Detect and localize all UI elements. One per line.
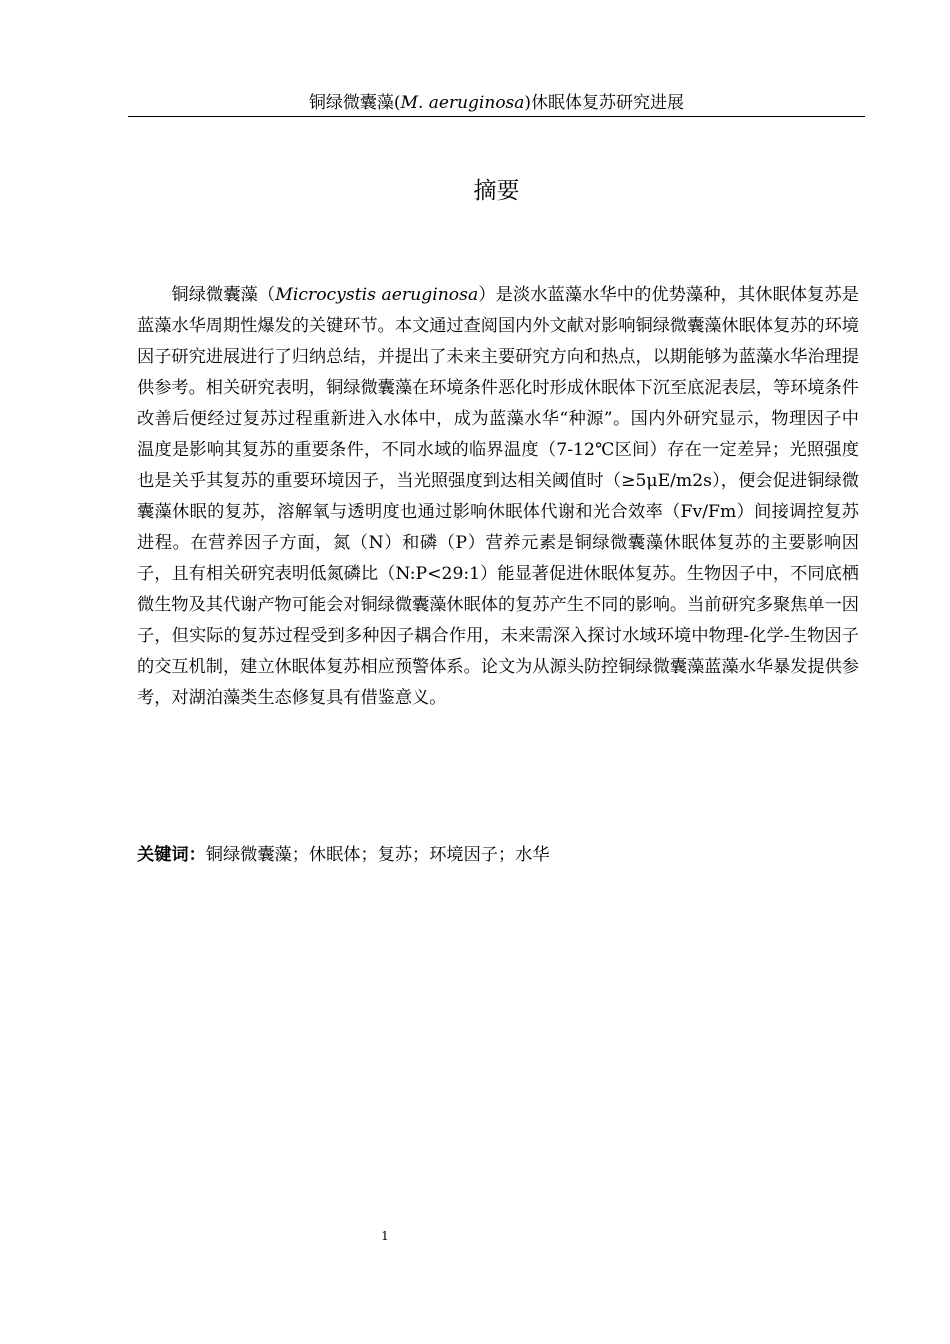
header-prefix: 铜绿微囊藻( (308, 93, 401, 113)
keywords-text: 铜绿微囊藻；休眠体；复苏；环境因子；水华 (205, 845, 550, 865)
abstract-lead: 铜绿微囊藻（ (171, 285, 276, 305)
header-suffix: )休眠体复苏研究进展 (524, 93, 685, 113)
header-species-italic: M. aeruginosa (400, 93, 525, 113)
abstract-title: 摘要 (473, 178, 520, 204)
keywords (137, 842, 859, 868)
abstract-body (137, 280, 859, 714)
abstract-species-italic: Microcystis aeruginosa (275, 285, 479, 305)
keywords-label: 关键词： (137, 845, 206, 865)
page-number: 1 (381, 1229, 389, 1243)
abstract-body-text: ）是淡水蓝藻水华中的优势藻种，其休眠体复苏是蓝藻水华周期性爆发的关键环节。本文通过查阅国内外文献对影响铜绿微囊藻休眠体复苏的环境因子研究进展进行了归纳总结，并提出了未来主要研究方向和热点，以期能够为蓝藻水华治理提供参考。相关研究表明，铜绿微囊藻在环境条件恶化时形成休眠体下沉至底泥表层，等环境条件改善后便经过复苏过程重新进入水体中，成为蓝藻水华“种源”。国内外研究显示，物理因子中温度是影响其复苏的重要条件，不同水域的临界温度（7-12℃区间）存在一定差异；光照强度也是关乎其复苏的重要环境因子，当光照强度到达相关阈值时（≥5μE/m2s），便会促进铜绿微囊藻休眠的复苏，溶解氧与透明度也通过影响休眠体代谢和光合效率（Fv/Fm）间接调控复苏进程。在营养因子方面，氮（N）和磷（P）营养元素是铜绿微囊藻休眠体复苏的主要影响因子，且有相关研究表明低氮磷比（N:P<29:1）能显著促进休眠体复苏。生物因子中，不同底栖微生物及其代谢产物可能会对铜绿微囊藻休眠体的复苏产生不同的影响。当前研究多聚焦单一因子，但实际的复苏过程受到多种因子耦合作用，未来需深入探讨水域环境中物理-化学-生物因子的交互机制，建立休眠体复苏相应预警体系。论文为从源头防控铜绿微囊藻蓝藻水华暴发提供参考，对湖泊藻类生态修复具有借鉴意义。 (137, 285, 859, 708)
header-rule (128, 116, 865, 117)
running-header (128, 92, 865, 114)
